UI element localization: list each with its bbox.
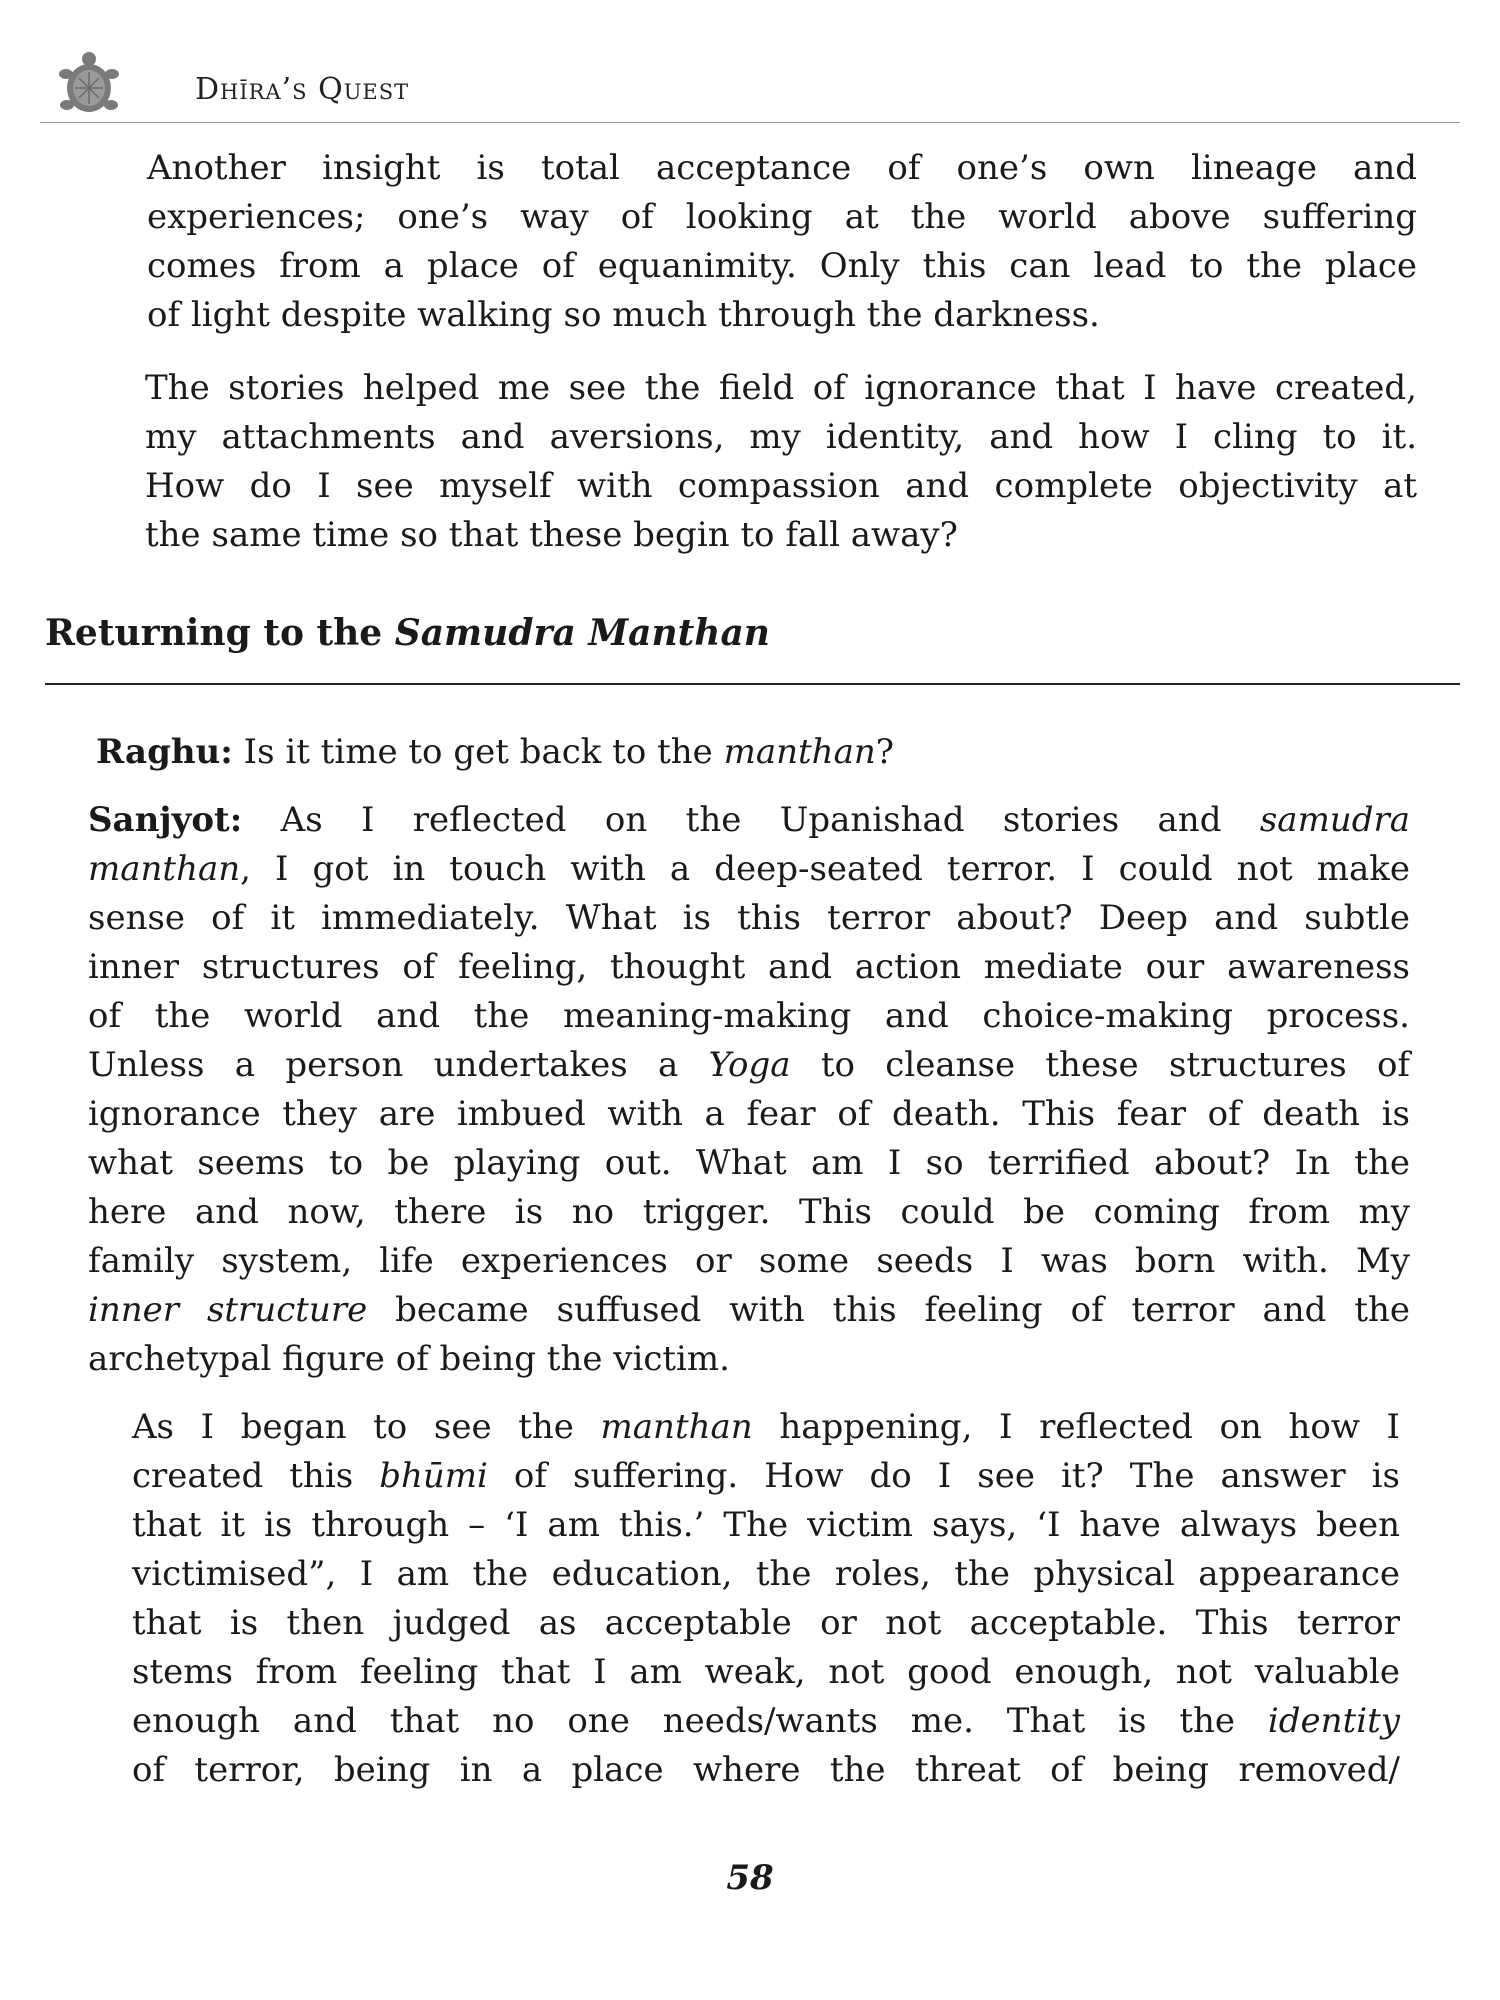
- tortoise-emblem-icon: [58, 50, 120, 116]
- speaker-raghu: Raghu:: [96, 732, 233, 772]
- paragraph-continuation: As I began to see the manthan happening, I reflected on how I created this bhūmi of suffering. How do I see it? The answer is that it is through – ‘I am this.’ The victim says, ‘I have always been victimised”, I am the education, the roles, the physical appearance that is then judged as acceptable or not acceptable. This terror stems from feeling that I am weak, not good enough, not valuable enough and that no one needs/wants me. That is the identity of terror, being in a place where the threat of being removed/: [132, 1407, 1400, 1790]
- dialogue-sanjyot: Sanjyot: As I reflected on the Upanishad stories and samudra manthan, I got in touch with a deep-seated terror. I could not make sense of it immediately. What is this terror about? Deep and subtle inner structures of feeling, thought and action mediate our awareness of the world and the meaning-making and choice-making process. Unless a person undertakes a Yoga to cleanse these structures of ignorance they are imbued with a fear of death. This fear of death is what seems to be playing out. What am I so terrified about? In the here and now, there is no trigger. This could be coming from my family system, life experiences or some seeds I was born with. My inner structure became suffused with this feeling of terror and the archetypal figure of being the victim.: [88, 800, 1411, 1379]
- paragraph-insight: Another insight is total acceptance of one’s own lineage and experiences; one’s way of looking at the world above suffering comes from a place of equanimity. Only this can lead to the place of light despite walking so much through the darkness.: [147, 148, 1417, 335]
- section-rule: [45, 683, 1460, 685]
- running-title: Dhīra’s Quest: [195, 72, 410, 107]
- section-heading: Returning to the Samudra Manthan: [45, 612, 770, 654]
- running-header: [40, 40, 1460, 123]
- speaker-sanjyot: Sanjyot:: [88, 800, 243, 840]
- page-number: 58: [726, 1858, 774, 1898]
- paragraph-stories: The stories helped me see the field of ignorance that I have created, my attachments and aversions, my identity, and how I cling to it. How do I see myself with compassion and complete objectivity at the same time so that these begin to fall away?: [145, 368, 1417, 555]
- dialogue-raghu: Raghu: Is it time to get back to the manthan?: [96, 732, 894, 772]
